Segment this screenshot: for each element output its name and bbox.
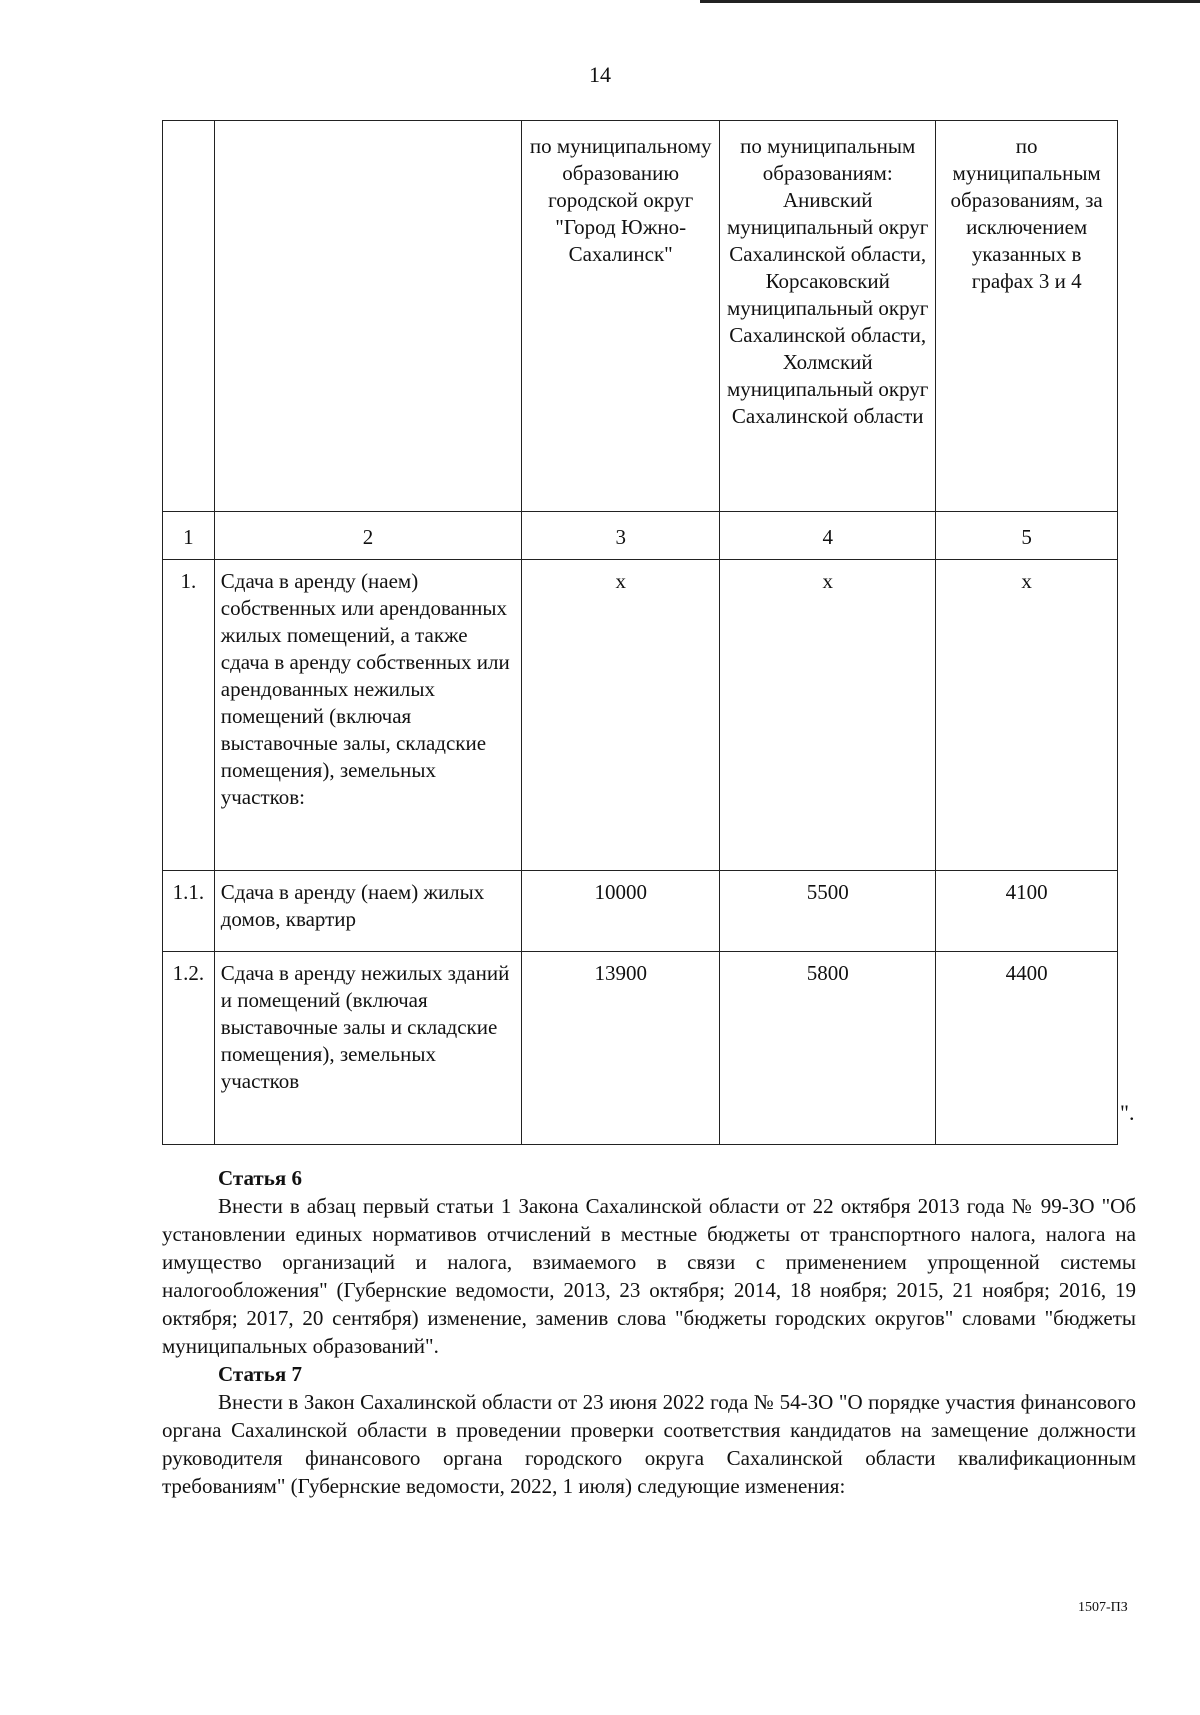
- article-7-text: Внести в Закон Сахалинской области от 23 июня 2022 года № 54-ЗО "О порядке участия финансового органа Сахалинской области в проведении проверки соответствия кандидатов на замещение должности руководителя финансового органа городского округа Сахалинской области квалификационным требованиям" (Губернские ведомости, 2022, 1 июля) следующие изменения:: [162, 1390, 1136, 1498]
- article-6-text: Внести в абзац первый статьи 1 Закона Сахалинской области от 22 октября 2013 года № 99-ЗО "Об установлении единых нормативов отчислений в местные бюджеты от транспортного налога, налога на имущество организаций и налога, взимаемого в связи с применением упрощенной системы налогообложения" (Губернские ведомости, 2013, 23 октября; 2014, 18 ноября; 2015, 21 ноября; 2016, 19 октября; 2017, 20 сентября) изменение, заменив слова "бюджеты городских округов" словами "бюджеты муниципальных образований".: [162, 1194, 1136, 1358]
- article-6-heading: Статья 6: [218, 1166, 302, 1190]
- row-value-col3: 10000: [522, 871, 720, 952]
- row-value-col4: 5800: [720, 952, 936, 1145]
- row-value-col3: х: [522, 560, 720, 871]
- header-cell-2: [214, 121, 522, 512]
- header-cell-3: по муниципальному образованию городской округ "Город Южно-Сахалинск": [522, 121, 720, 512]
- article-7-heading: Статья 7: [218, 1362, 302, 1386]
- column-number: 5: [936, 512, 1118, 560]
- page-number: 14: [589, 62, 611, 87]
- row-value-col3: 13900: [522, 952, 720, 1145]
- column-number: 2: [214, 512, 522, 560]
- table-row: [163, 560, 1118, 871]
- column-number: 3: [522, 512, 720, 560]
- row-value-col4: х: [720, 560, 936, 871]
- row-value-col5: 4400: [936, 952, 1118, 1145]
- header-cell-5: по муниципальным образованиям, за исключением указанных в графах 3 и 4: [936, 121, 1118, 512]
- table-closing-quote: ".: [1120, 1100, 1135, 1125]
- column-number-row: [163, 512, 1118, 560]
- rates-table: [162, 120, 1118, 1145]
- column-number: 4: [720, 512, 936, 560]
- body-text: [162, 1164, 1136, 1500]
- row-description: Сдача в аренду (наем) собственных или арендованных жилых помещений, а также сдача в аренду собственных или арендованных нежилых помещений (включая выставочные залы, складские помещения), земельных участков:: [214, 560, 522, 871]
- header-cell-1: [163, 121, 215, 512]
- table-row: [163, 952, 1118, 1145]
- document-code: 1507-ПЗ: [1078, 1600, 1128, 1615]
- row-value-col5: х: [936, 560, 1118, 871]
- table-row: [163, 871, 1118, 952]
- row-value-col5: 4100: [936, 871, 1118, 952]
- table-header-row: [163, 121, 1118, 512]
- row-value-col4: 5500: [720, 871, 936, 952]
- row-number: 1.: [163, 560, 215, 871]
- top-edge-rule: [700, 0, 1200, 3]
- row-description: Сдача в аренду (наем) жилых домов, квартир: [214, 871, 522, 952]
- row-number: 1.1.: [163, 871, 215, 952]
- row-description: Сдача в аренду нежилых зданий и помещений (включая выставочные залы и складские помещения), земельных участков: [214, 952, 522, 1145]
- row-number: 1.2.: [163, 952, 215, 1145]
- header-cell-4: по муниципальным образованиям: Анивский муниципальный округ Сахалинской области, Корсаковский муниципальный округ Сахалинской области, Холмский муниципальный округ Сахалинской области: [720, 121, 936, 512]
- column-number: 1: [163, 512, 215, 560]
